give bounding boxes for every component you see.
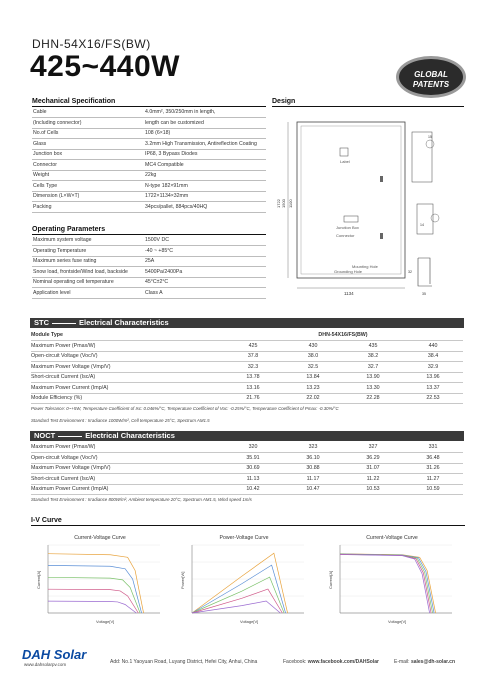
mechanical-label: Cable [32,107,144,118]
frame-profile [418,258,432,286]
chart-title: Power-Voltage Curve [219,535,269,541]
stc-row [31,372,463,383]
noct-value: 10.47 [283,484,343,495]
operating-row [32,246,266,257]
y-axis-label: Current[A] [328,570,333,589]
stc-value: 21.76 [223,393,283,404]
mechanical-label: No.of Cells [32,128,144,139]
stc-value: 22.28 [343,393,403,404]
operating-row [32,256,266,267]
company-logo: DAH Solar [22,647,87,662]
stc-label: Open-circuit Voltage (Voc/V) [31,351,223,362]
mechanical-title: Mechanical Specification [32,98,116,105]
noct-value: 31.26 [403,463,463,474]
noct-value: 10.59 [403,484,463,495]
stc-value: 13.30 [343,383,403,394]
stc-label: Maximum Power Voltage (Vmp/V) [31,362,223,373]
stc-value: 38.2 [343,351,403,362]
series-line-3 [192,577,284,613]
mechanical-label: Cells Type [32,181,144,192]
stc-label: Short-circuit Current (Isc/A) [31,372,223,383]
stc-header-model: DHN-54X16/FS(BW) [223,330,463,341]
chart-plot [36,541,164,625]
mechanical-row [32,107,266,118]
stc-table [31,330,463,404]
chart-title: Current-Voltage Curve [366,535,418,541]
stc-value: 435 [343,341,403,352]
mechanical-row [32,170,266,181]
badge-line1: GLOBAL [414,70,448,79]
noct-value: 35.91 [223,453,283,464]
stc-value: 32.5 [283,362,343,373]
power-range: 425~440W [30,50,180,83]
facebook-url[interactable]: www.facebook.com/DAHSolar [307,659,379,665]
noct-label: Open-circuit Voltage (Voc/V) [31,453,223,464]
label-callout: Label [340,159,350,164]
detail-2: 14 [420,223,424,227]
mechanical-label: Junction box [32,149,144,160]
badge-line2: PATENTS [412,80,450,89]
noct-value: 11.22 [343,474,403,485]
stc-label: Maximum Power Current (Imp/A) [31,383,223,394]
email-label: E-mail: [394,659,410,665]
chart-title: Current-Voltage Curve [74,535,126,541]
noct-value: 30.88 [283,463,343,474]
stc-value: 13.16 [223,383,283,394]
mechanical-value: 4.0mm², 350/250mm in length, [144,107,266,118]
height-dimension-3: 1100 [288,199,293,208]
mounting-hole-mark-bottom [380,233,383,239]
detail-1: 15 [428,135,432,139]
operating-label: Operating Temperature [32,246,144,257]
mounting-hole-callout: Mounting Hole [352,264,378,269]
facebook-label: Facebook: [283,659,307,665]
operating-value: 45°C±2°C [144,277,266,288]
website[interactable]: www.dahsolarpv.com [24,662,67,667]
mechanical-value: 108 (6×18) [144,128,266,139]
address: Add: No.1 Yaoyuan Road, Luyang District, Hefei City, Anhui, China [110,659,258,665]
operating-label: Maximum system voltage [32,235,144,246]
mechanical-row [32,149,266,160]
mechanical-label: Glass [32,139,144,150]
model-name: DHN-54X16/FS(BW) [32,37,151,51]
operating-label: Application level [32,288,144,299]
mechanical-row [32,118,266,129]
mechanical-label: Connector [32,160,144,171]
design-title: Design [272,98,296,105]
mechanical-value: length can be customized [144,118,266,129]
noct-table [31,442,463,495]
operating-row [32,288,266,299]
noct-label: Maximum Power Current (Imp/A) [31,484,223,495]
iv-title: I-V Curve [31,517,62,524]
stc-value: 22.02 [283,393,343,404]
design-divider [272,106,464,107]
noct-value: 36.10 [283,453,343,464]
mechanical-value: 34pcs/pallet, 884pcs/40HQ [144,202,266,213]
iv-chart-1 [36,535,164,630]
mechanical-row [32,128,266,139]
stc-value: 13.84 [283,372,343,383]
mechanical-label: Weight [32,170,144,181]
stc-value: 13.23 [283,383,343,394]
operating-value: -40 ~ +85°C [144,246,266,257]
chart-plot [180,541,308,625]
mechanical-value: 3.2mm High Transmission, Antireflection Coating [144,139,266,150]
y-axis-label: Power[W] [180,571,185,589]
operating-label: Nominal operating cell temperature [32,277,144,288]
operating-value: Class A [144,288,266,299]
mechanical-row [32,191,266,202]
noct-row [31,484,463,495]
stc-label: Maximum Power (Pmax/W) [31,341,223,352]
stc-value: 38.0 [283,351,343,362]
noct-title: Electrical Characteristics [85,431,175,440]
thickness-dimension: 32 [408,270,412,274]
noct-value: 36.48 [403,453,463,464]
stc-row [31,351,463,362]
mechanical-value: 1722×1134×32mm [144,191,266,202]
x-axis-label: Voltage[V] [240,619,259,624]
mechanical-row [32,160,266,171]
height-dimension: 1722 [276,199,281,208]
noct-value: 11.13 [223,474,283,485]
operating-label: Snow load, frontside/Wind load, backside [32,267,144,278]
stc-title: Electrical Characteristics [79,318,169,327]
noct-label: Short-circuit Current (Isc/A) [31,474,223,485]
stc-note-environment: Standard Test Environment : Irradiance 1000W/m², Cell temperature 25°C, Spectrum AM1.5 [31,418,210,423]
operating-row [32,235,266,246]
global-patents-badge [396,56,466,98]
stc-value: 440 [403,341,463,352]
noct-row [31,474,463,485]
noct-value: 320 [223,442,283,453]
noct-value: 11.17 [283,474,343,485]
mechanical-row [32,202,266,213]
stc-row [31,362,463,373]
x-axis-label: Voltage[V] [96,619,115,624]
stc-prefix: STC [34,318,49,327]
series-line-4 [192,589,282,613]
stc-title-bar [30,318,464,328]
stc-row [31,383,463,394]
operating-table [32,235,266,299]
stc-value: 430 [283,341,343,352]
junction-box-callout: Junction Box [336,225,359,230]
noct-label: Maximum Power Voltage (Vmp/V) [31,463,223,474]
operating-label: Maximum series fuse rating [32,256,144,267]
noct-prefix: NOCT [34,431,56,440]
noct-value: 36.29 [343,453,403,464]
design-drawing [272,108,466,300]
operating-row [32,267,266,278]
noct-value: 10.42 [223,484,283,495]
stc-value: 13.90 [343,372,403,383]
noct-row [31,453,463,464]
iv-divider [31,525,465,526]
email-address[interactable]: sales@dh-solar.cn [410,659,456,665]
mechanical-label: Dimension (L×W×T) [32,191,144,202]
mechanical-value: N-type 182×91mm [144,181,266,192]
mechanical-row [32,181,266,192]
x-axis-label: Voltage[V] [388,619,407,624]
operating-value: 25A [144,256,266,267]
width-dimension: 1134 [344,291,354,296]
stc-value: 425 [223,341,283,352]
series-line-4 [340,554,431,613]
stc-note-tolerance: Power Tolerance: 0~+5W, Temperature Coefficient of Isc: 0.046%/°C, Temperature Coefficient of Voc: -0.25%/°C, Temperature Coefficient of Pmax: -0.30%/°C [31,406,339,411]
facebook[interactable] [283,659,379,665]
series-line-5 [48,601,136,613]
stc-row [31,341,463,352]
operating-value: 1500V DC [144,235,266,246]
operating-value: 5400Pa/2400Pa [144,267,266,278]
stc-value: 13.37 [403,383,463,394]
noct-title-bar [30,431,464,441]
iv-chart-3 [328,535,456,630]
noct-label: Maximum Power (Pmax/W) [31,442,223,453]
series-line-1 [48,554,144,613]
stc-value: 22.53 [403,393,463,404]
series-line-3 [340,554,433,613]
email[interactable] [394,659,455,665]
stc-value: 38.4 [403,351,463,362]
stc-value: 13.96 [403,372,463,383]
noct-row [31,442,463,453]
y-axis-label: Current[A] [36,570,41,589]
noct-value: 10.53 [343,484,403,495]
stc-header-label: Module Type [31,330,223,341]
mechanical-table [32,107,266,213]
connector-callout: Connector [336,233,355,238]
stc-value: 32.9 [403,362,463,373]
mechanical-label: (Including connector) [32,118,144,129]
noct-value: 11.27 [403,474,463,485]
noct-value: 327 [343,442,403,453]
mechanical-value: 22kg [144,170,266,181]
noct-value: 323 [283,442,343,453]
grounding-hole-callout: Grounding Hole [334,269,363,274]
noct-row [31,463,463,474]
noct-note: Standard Test Environment : Irradiance 800W/m², Ambient temperature 20°C, Spectrum AM1.5, Wind speed 1m/s [31,497,252,502]
operating-title: Operating Parameters [32,226,106,233]
chart-plot [328,541,456,625]
stc-value: 32.7 [343,362,403,373]
side-depth-dimension: 35 [422,292,426,296]
mechanical-value: MC4 Compatible [144,160,266,171]
series-line-5 [340,555,430,613]
mechanical-row [32,139,266,150]
noct-value: 31.07 [343,463,403,474]
height-dimension-2: 1500 [281,199,286,208]
iv-chart-2 [180,535,308,630]
stc-value: 13.78 [223,372,283,383]
mounting-hole-mark-top [380,176,383,182]
noct-value: 30.69 [223,463,283,474]
stc-row [31,393,463,404]
stc-label: Module Efficiency (%) [31,393,223,404]
stc-value: 37.8 [223,351,283,362]
stc-value: 32.3 [223,362,283,373]
mechanical-label: Packing [32,202,144,213]
operating-row [32,277,266,288]
mechanical-value: IP68, 3 Bypass Diodes [144,149,266,160]
noct-value: 331 [403,442,463,453]
